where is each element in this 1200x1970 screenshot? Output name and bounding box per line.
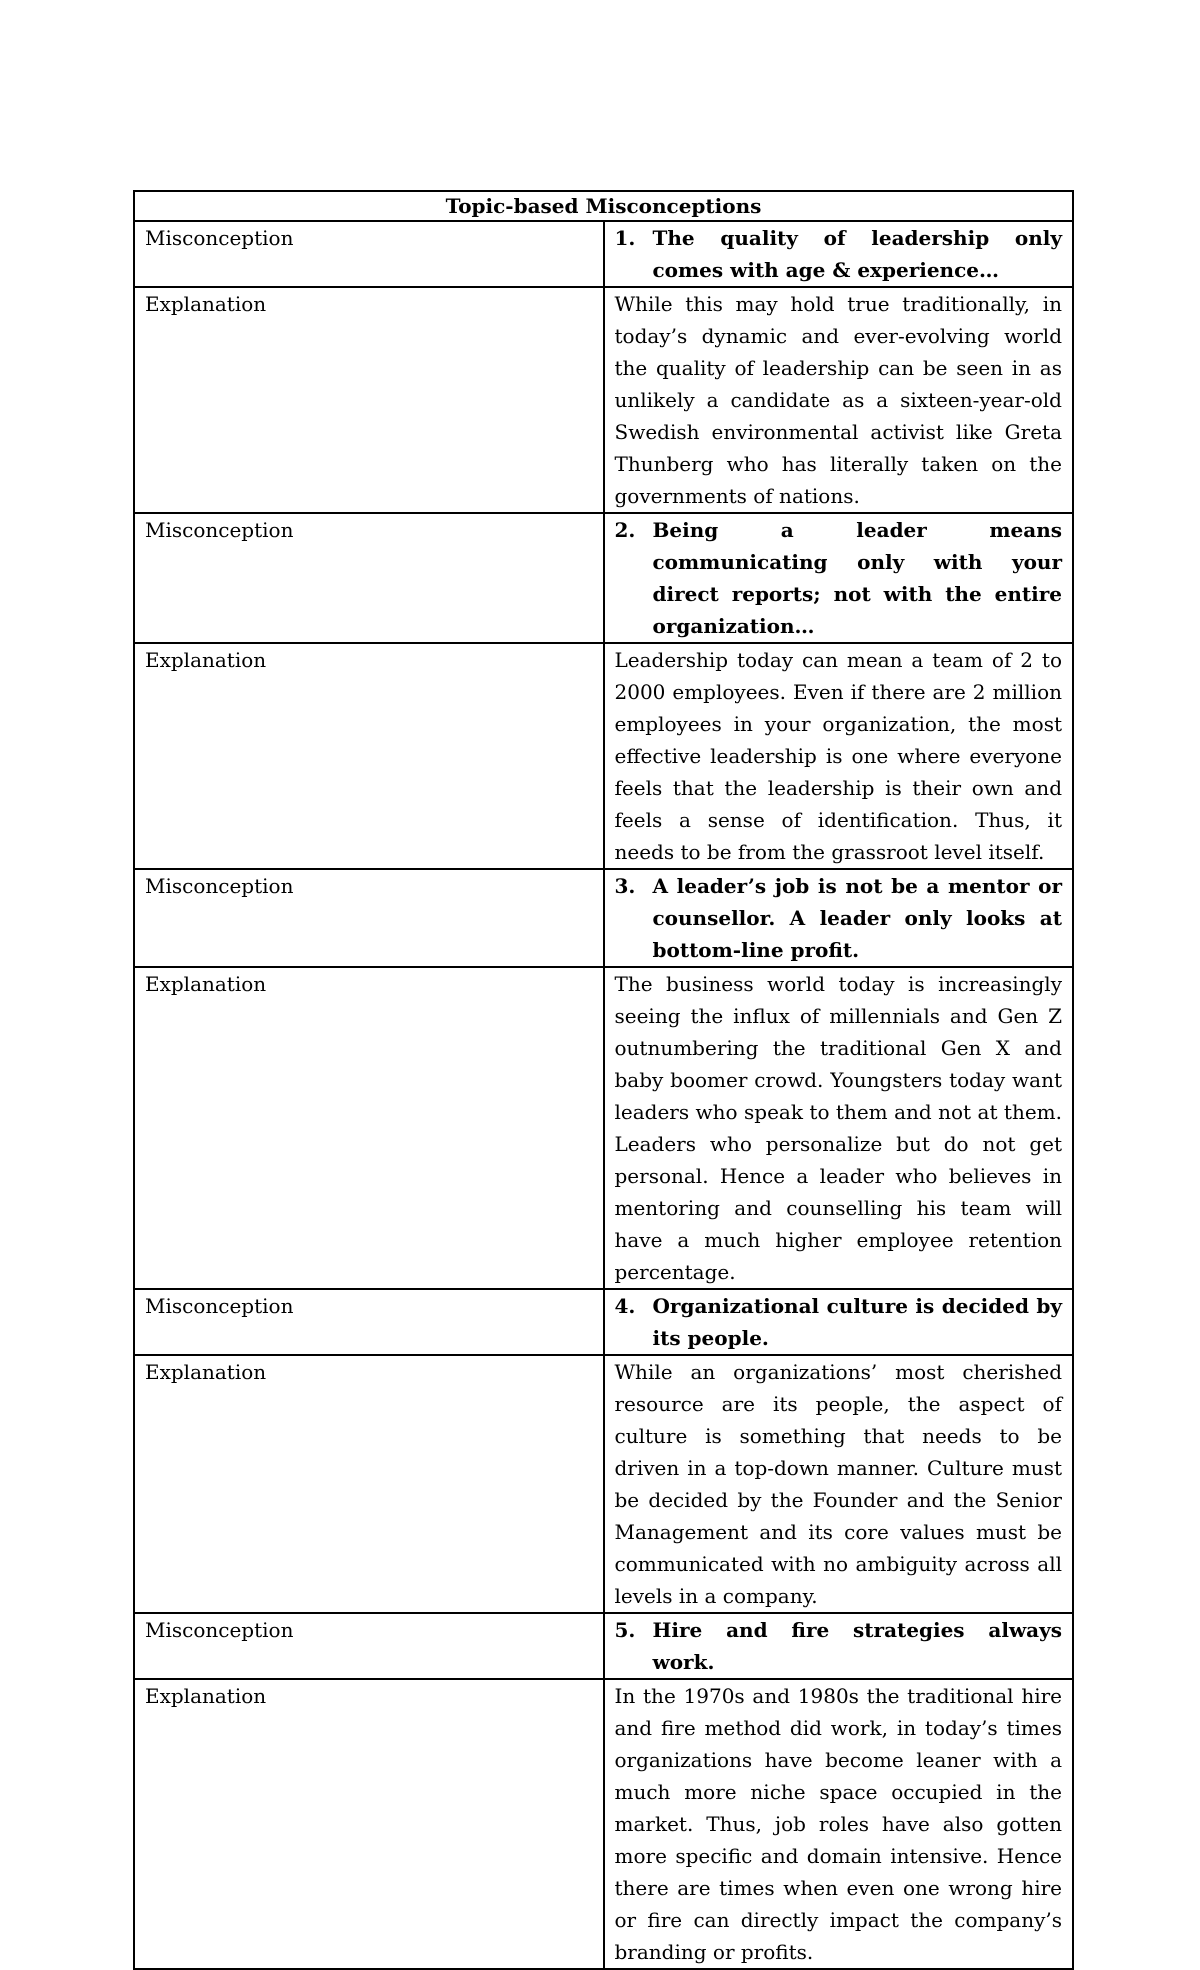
row-label: Explanation — [134, 1355, 604, 1613]
misconception-statement — [604, 513, 1074, 643]
table-row — [134, 967, 1073, 1289]
table-row — [134, 643, 1073, 869]
table-row — [134, 1355, 1073, 1613]
statement-text: Organizational culture is decided by its people. — [652, 1294, 1062, 1350]
explanation-text: While this may hold true traditionally, in today’s dynamic and ever-evolving world the quality of leadership can be seen in as unlikely a candidate as a sixteen-year-old Swedish environmental activist like Greta Thunberg who has literally taken on the governments of nations. — [604, 287, 1074, 513]
misconception-statement — [604, 1613, 1074, 1679]
table-row — [134, 513, 1073, 643]
table-row — [134, 1679, 1073, 1969]
statement-text: The quality of leadership only comes with age & experience… — [652, 226, 1062, 282]
statement-text: Hire and fire strategies always work. — [652, 1618, 1062, 1674]
row-label: Misconception — [134, 513, 604, 643]
row-label: Explanation — [134, 287, 604, 513]
explanation-text: The business world today is increasingly seeing the influx of millennials and Gen Z outnumbering the traditional Gen X and baby boomer crowd. Youngsters today want leaders who speak to them and not at them. Leaders who personalize but do not get personal. Hence a leader who believes in mentoring and counselling his team will have a much higher employee retention percentage. — [604, 967, 1074, 1289]
table-row — [134, 1613, 1073, 1679]
table-title-row — [134, 191, 1073, 221]
misconception-statement — [604, 221, 1074, 287]
row-label: Explanation — [134, 643, 604, 869]
explanation-text: While an organizations’ most cherished resource are its people, the aspect of culture is something that needs to be driven in a top-down manner. Culture must be decided by the Founder and the Senior Management and its core values must be communicated with no ambiguity across all levels in a company. — [604, 1355, 1074, 1613]
misconception-statement — [604, 869, 1074, 967]
table-title: Topic-based Misconceptions — [134, 191, 1073, 221]
row-label: Explanation — [134, 967, 604, 1289]
statement-text: A leader’s job is not be a mentor or counsellor. A leader only looks at bottom-line profit. — [652, 874, 1062, 962]
table-row — [134, 869, 1073, 967]
item-number: 4. — [614, 1294, 636, 1318]
table-row — [134, 221, 1073, 287]
explanation-text: Leadership today can mean a team of 2 to 2000 employees. Even if there are 2 million employees in your organization, the most effective leadership is one where everyone feels that the leadership is their own and feels a sense of identification. Thus, it needs to be from the grassroot level itself. — [604, 643, 1074, 869]
row-label: Misconception — [134, 1289, 604, 1355]
row-label: Misconception — [134, 869, 604, 967]
table-row — [134, 287, 1073, 513]
misconceptions-table — [133, 190, 1074, 1970]
item-number: 3. — [614, 874, 636, 898]
row-label: Misconception — [134, 221, 604, 287]
explanation-text: In the 1970s and 1980s the traditional hire and fire method did work, in today’s times organizations have become leaner with a much more niche space occupied in the market. Thus, job roles have also gotten more specific and domain intensive. Hence there are times when even one wrong hire or fire can directly impact the company’s branding or profits. — [604, 1679, 1074, 1969]
table-row — [134, 1289, 1073, 1355]
misconception-statement — [604, 1289, 1074, 1355]
row-label: Explanation — [134, 1679, 604, 1969]
item-number: 1. — [614, 226, 636, 250]
row-label: Misconception — [134, 1613, 604, 1679]
item-number: 2. — [614, 518, 636, 542]
item-number: 5. — [614, 1618, 636, 1642]
statement-text: Being a leader means communicating only with your direct reports; not with the entire organization… — [652, 518, 1062, 638]
